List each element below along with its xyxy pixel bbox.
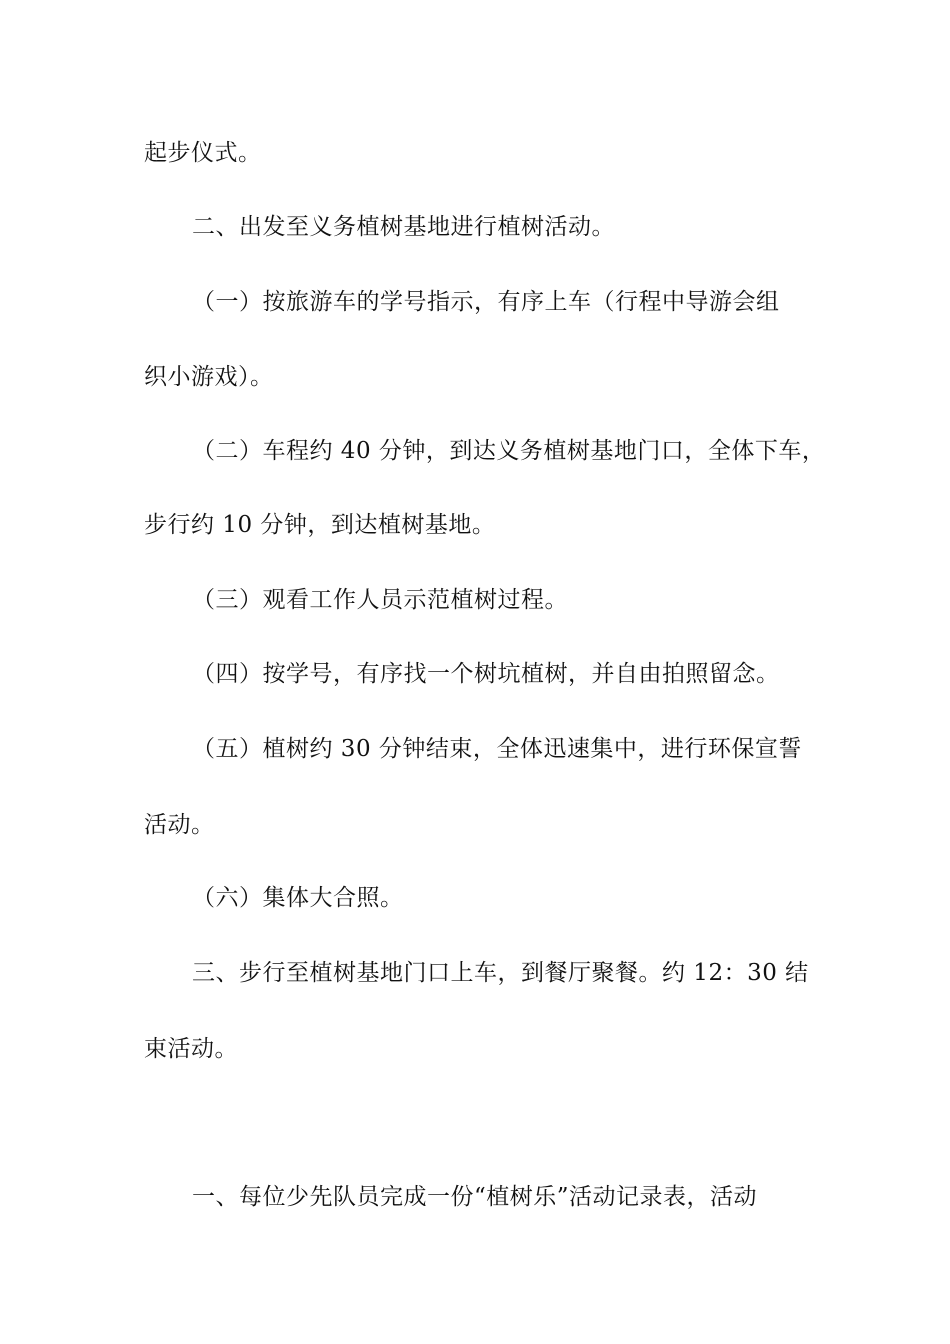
paragraph-line: 活动。 bbox=[144, 812, 215, 838]
section-heading-3: 三、步行至植树基地门口上车，到餐厅聚餐。约 12：30 结 bbox=[192, 960, 809, 986]
paragraph-line: （二）车程约 40 分钟，到达义务植树基地门口，全体下车， bbox=[192, 438, 826, 464]
paragraph-line: （四）按学号，有序找一个树坑植树，并自由拍照留念。 bbox=[192, 661, 780, 687]
paragraph-line: 起步仪式。 bbox=[144, 140, 262, 166]
paragraph-line: （六）集体大合照。 bbox=[192, 885, 404, 911]
section-heading-2: 二、出发至义务植树基地进行植树活动。 bbox=[192, 214, 615, 240]
paragraph-line: 步行约 10 分钟，到达植树基地。 bbox=[144, 512, 496, 538]
paragraph-line: （一）按旅游车的学号指示，有序上车（行程中导游会组 bbox=[192, 289, 780, 315]
paragraph-line: （五）植树约 30 分钟结束，全体迅速集中，进行环保宣誓 bbox=[192, 736, 802, 762]
paragraph-line: 束活动。 bbox=[144, 1036, 238, 1062]
paragraph-line: （三）观看工作人员示范植树过程。 bbox=[192, 587, 568, 613]
paragraph-line: 织小游戏）。 bbox=[144, 364, 274, 390]
section-heading-1: 一、每位少先队员完成一份“植树乐”活动记录表，活动 bbox=[192, 1184, 758, 1210]
